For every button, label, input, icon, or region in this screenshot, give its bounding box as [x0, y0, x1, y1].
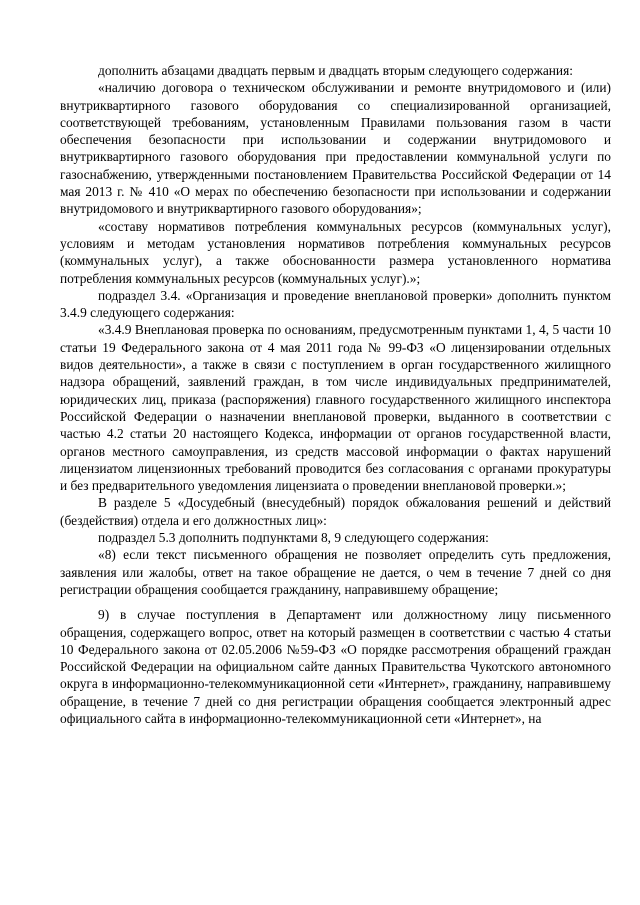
paragraph-subpoint-8: «8) если текст письменного обращения не позволяет определить суть предложения, заявления или жалобы, ответ на такое обращение не дается, о чем в течение 7 дней со дня регистрации обращения сообщается гражданину, направившему обращение;	[60, 547, 611, 597]
paragraph-subsection-3-4: подраздел 3.4. «Организация и проведение внеплановой проверки» дополнить пунктом 3.4.9 следующего содержания:	[60, 287, 611, 321]
paragraph-consumption-norms: «составу нормативов потребления коммунальных ресурсов (коммунальных услуг), условиям и методам установления нормативов потребления коммунальных ресурсов (коммунальных услуг), а также обоснованности размера установленного норматива потребления коммунальных ресурсов (коммунальных услуг).»;	[60, 218, 611, 286]
document-page	[60, 62, 611, 727]
paragraph-subpoint-9: 9) в случае поступления в Департамент или должностному лицу письменного обращения, содержащего вопрос, ответ на который размещен в соответствии с частью 4 статьи 10 Федерального закона от 02.05.2006 №59-ФЗ «О порядке рассмотрения обращений граждан Российской Федерации на официальном сайте данных Правительства Чукотского автономного округа в информационно-телекоммуникационной сети «Интернет», гражданину, направившему обращение, в течение 7 дней со дня регистрации обращения сообщается электронный адрес официального сайта в информационно-телекоммуникационной сети «Интернет», на	[60, 607, 611, 726]
paragraph-add-clauses: дополнить абзацами двадцать первым и двадцать вторым следующего содержания:	[98, 63, 573, 78]
paragraph-gas-maintenance: «наличию договора о техническом обслуживании и ремонте внутридомового и (или) внутриквартирного газового оборудования со специализированной организацией, соответствующей требованиям, установленным Правилами пользования газом в части обеспечения безопасности при использовании и содержании внутридомового и внутриквартирного газового оборудования при предоставлении коммунальной услуги по газоснабжению, утвержденными постановлением Правительства Российской Федерации от 14 мая 2013 г. № 410 «О мерах по обеспечению безопасности при использовании и содержании внутридомового и внутриквартирного газового оборудования»;	[60, 80, 611, 217]
paragraph-section-5: В разделе 5 «Досудебный (внесудебный) порядок обжалования решений и действий (бездействия) отдела и его должностных лиц»:	[60, 495, 611, 528]
paragraph-subsection-5-3: подраздел 5.3 дополнить подпунктами 8, 9 следующего содержания:	[98, 530, 489, 546]
paragraph-clause-3-4-9: «3.4.9 Внеплановая проверка по основаниям, предусмотренным пунктами 1, 4, 5 части 10 статьи 19 Федерального закона от 4 мая 2011 года № 99-ФЗ «О лицензировании отдельных видов деятельности», а также в связи с поступлением в орган государственного жилищного надзора обращений, заявлений граждан, в том числе индивидуальных предпринимателей, юридических лиц, приказа (распоряжения) главного государственного жилищного инспектора Российской Федерации о назначении внеплановой проверки, выданного в соответствии с частью 4.2 статьи 20 настоящего Кодекса, информации от органов государственной власти, органов местного самоуправления, из средств массовой информации о фактах нарушений лицензиатом лицензионных требований проводится без согласования с органами прокуратуры и без предварительного уведомления лицензиата о проведении внеплановой проверки.»;	[60, 322, 611, 494]
